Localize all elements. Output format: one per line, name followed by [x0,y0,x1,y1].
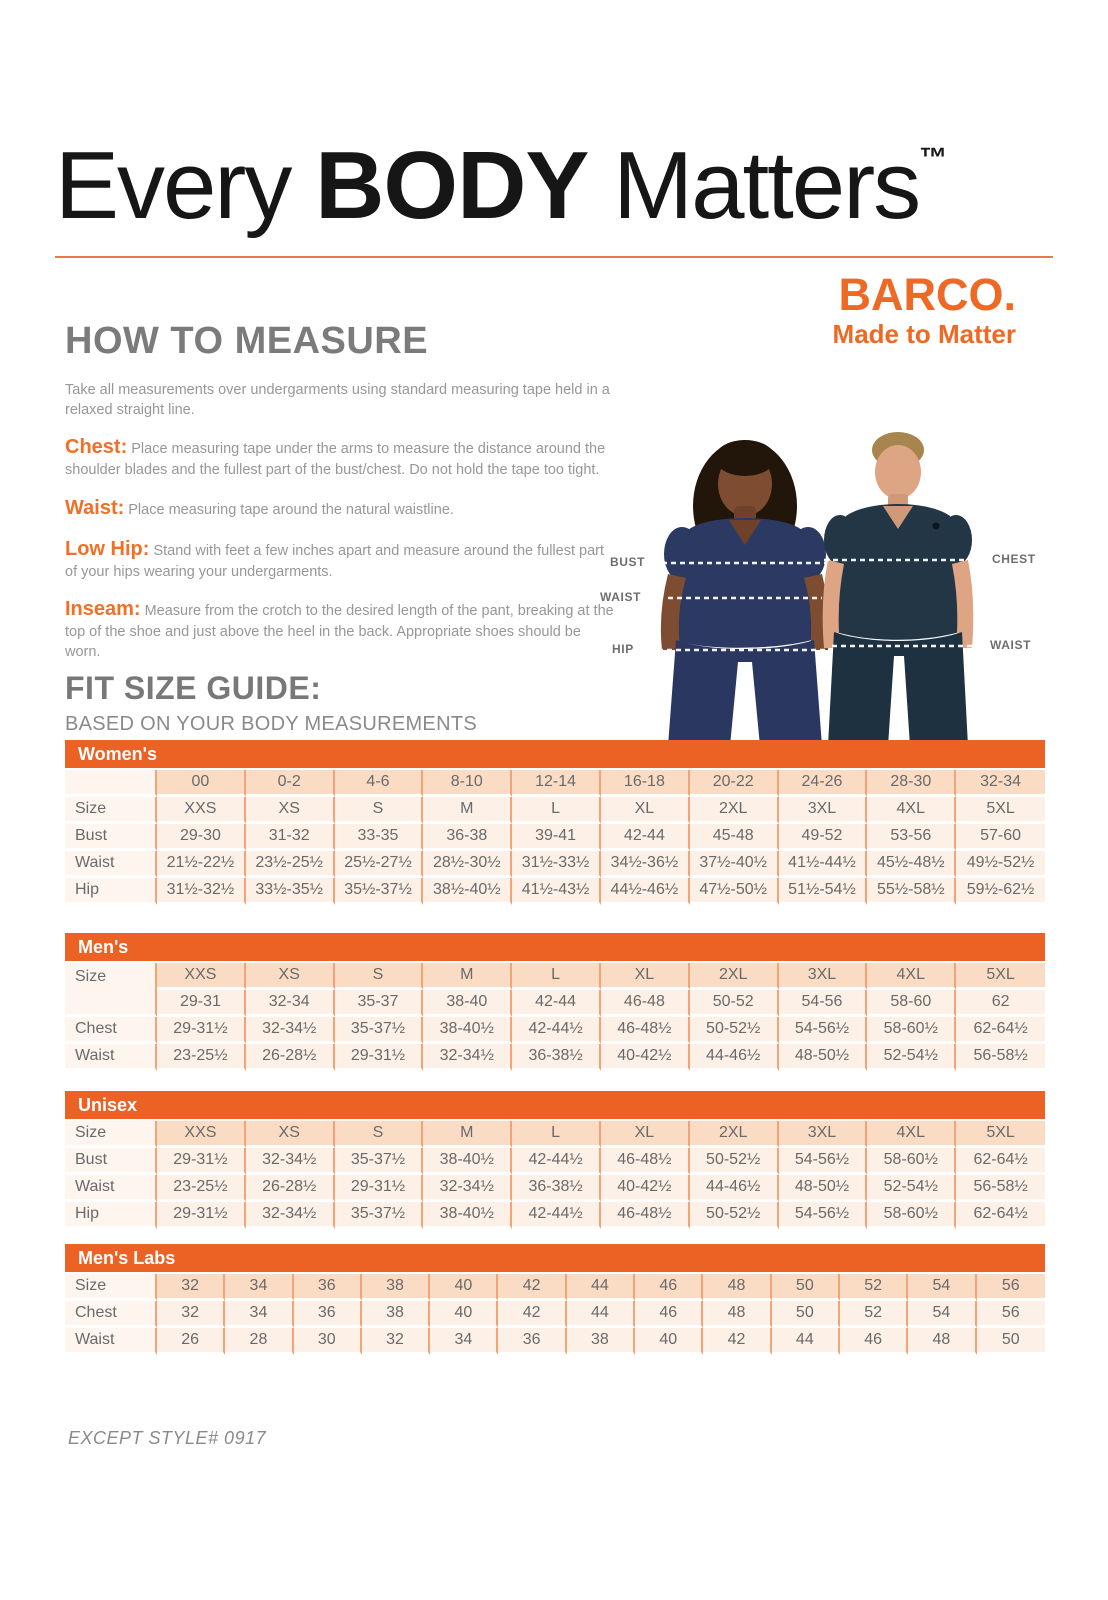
size-cell: L [512,1121,601,1148]
table-row [65,1202,1045,1229]
size-cell: S [335,1121,424,1148]
size-cell: 26-28½ [246,1175,335,1202]
size-cell: 00 [157,770,246,797]
size-cell: 54-56½ [779,1148,868,1175]
size-cell: 41½-43½ [512,878,601,905]
size-cell: 38-40 [423,990,512,1017]
table-row [65,797,1045,824]
row-label: Bust [65,824,157,851]
size-cell: 23½-25½ [246,851,335,878]
size-cell: M [423,963,512,990]
size-cell: 53-56 [867,824,956,851]
size-cell: 37½-40½ [690,851,779,878]
size-cell: 4XL [867,1121,956,1148]
table-row [65,1148,1045,1175]
measure-item-inseam-label: Inseam: [65,598,141,621]
size-cell: M [423,797,512,824]
size-cell: 38-40½ [423,1202,512,1229]
size-cell: XS [246,963,335,990]
size-cell: XXS [157,797,246,824]
size-cell: 42-44½ [512,1017,601,1044]
table-men-s [65,933,1045,1071]
size-cell: 28-30 [867,770,956,797]
size-cell: M [423,1121,512,1148]
fit-size-guide-heading: FIT SIZE GUIDE: [65,670,322,706]
size-cell: 34 [225,1301,293,1328]
size-cell: 52-54½ [867,1175,956,1202]
measure-item-lowhip-label: Low Hip: [65,537,150,560]
size-cell: 45½-48½ [867,851,956,878]
size-cell: 54 [908,1274,976,1301]
size-cell: 54-56½ [779,1202,868,1229]
size-cell: 48 [703,1274,771,1301]
size-cell: 16-18 [601,770,690,797]
size-cell: 35-37 [335,990,424,1017]
size-cell: 48 [703,1301,771,1328]
barco-logo: BARCO. [838,269,1016,320]
models-figure [598,398,1108,746]
table-row [65,1017,1045,1044]
row-label: Waist [65,851,157,878]
row-label: Chest [65,1017,157,1044]
table-title: Men's [65,933,1045,961]
table-row [65,1301,1045,1328]
size-cell: 46 [840,1328,908,1355]
size-cell: 31½-33½ [512,851,601,878]
row-label: Size [65,1121,157,1148]
size-cell: 44 [567,1301,635,1328]
size-cell: 56 [977,1301,1045,1328]
size-cell: 44 [567,1274,635,1301]
row-label: Bust [65,1148,157,1175]
size-cell: 40-42½ [601,1044,690,1071]
size-cell: 34 [430,1328,498,1355]
size-cell: 3XL [779,963,868,990]
measure-item-inseam-text: Measure from the crotch to the desired length of the pant, breaking at the top of the shoe and just above the heel in the back. Appropriate shoes should be worn. [65,603,614,660]
table-men-s-labs [65,1244,1045,1355]
size-cell: 28½-30½ [423,851,512,878]
page-title [55,132,1055,239]
size-cell: 32-34½ [246,1202,335,1229]
tables [65,740,1045,1355]
size-cell: 29-30 [157,824,246,851]
title-post: Matters [588,132,920,239]
footer-note: EXCEPT STYLE# 0917 [68,1428,267,1448]
size-cell: 26-28½ [246,1044,335,1071]
size-cell: 26 [157,1328,225,1355]
size-cell: L [512,797,601,824]
size-cell: XS [246,1121,335,1148]
man-model [823,432,974,746]
size-cell: 29-31½ [335,1044,424,1071]
size-cell: 38½-40½ [423,878,512,905]
size-cell: 29-31 [157,990,246,1017]
bust-label: BUST [610,555,646,569]
size-cell: 44-46½ [690,1175,779,1202]
waist-right-label: WAIST [990,638,1031,652]
size-cell: 62-64½ [956,1017,1045,1044]
size-cell: 12-14 [512,770,601,797]
size-cell: 38 [362,1301,430,1328]
how-to-measure-intro: Take all measurements over undergarments using standard measuring tape held in a relaxed straight line. [65,382,610,418]
size-cell: 32-34½ [423,1044,512,1071]
row-label: Hip [65,878,157,905]
size-cell: 55½-58½ [867,878,956,905]
size-cell: 54-56 [779,990,868,1017]
size-cell: 25½-27½ [335,851,424,878]
row-label: Chest [65,1301,157,1328]
size-cell: 50 [772,1301,840,1328]
size-cell: 46 [635,1301,703,1328]
size-cell: 3XL [779,797,868,824]
size-cell: 62-64½ [956,1148,1045,1175]
size-cell: 48-50½ [779,1044,868,1071]
size-cell: 54 [908,1301,976,1328]
table-row [65,1044,1045,1071]
table-title: Women's [65,740,1045,768]
measure-item-lowhip [65,536,617,583]
size-cell: 42-44 [512,990,601,1017]
size-cell: 38-40½ [423,1148,512,1175]
row-label: Waist [65,1044,157,1071]
size-cell: 50-52 [690,990,779,1017]
size-cell: 8-10 [423,770,512,797]
size-cell: 36 [294,1274,362,1301]
size-cell: 5XL [956,1121,1045,1148]
size-cell: 20-22 [690,770,779,797]
size-cell: 30 [294,1328,362,1355]
size-cell: 56-58½ [956,1044,1045,1071]
size-cell: 2XL [690,1121,779,1148]
size-cell: 48 [908,1328,976,1355]
size-cell: 5XL [956,963,1045,990]
size-cell: 32 [157,1301,225,1328]
size-cell: 58-60½ [867,1202,956,1229]
size-cell: 38 [362,1274,430,1301]
woman-model [661,440,829,746]
size-cell: 40-42½ [601,1175,690,1202]
size-cell: L [512,963,601,990]
brand-tagline: Made to Matter [832,319,1016,349]
size-cell: 21½-22½ [157,851,246,878]
size-cell: 48-50½ [779,1175,868,1202]
size-cell: 45-48 [690,824,779,851]
title-pre: Every [55,132,316,239]
size-cell: 35-37½ [335,1202,424,1229]
size-cell: 40 [635,1328,703,1355]
row-label [65,770,157,797]
table-row [65,1274,1045,1301]
size-cell: 36-38½ [512,1175,601,1202]
size-cell: 34 [225,1274,293,1301]
size-cell: 54-56½ [779,1017,868,1044]
size-cell: 29-31½ [157,1148,246,1175]
trademark-symbol: ™ [919,142,948,173]
table-title: Men's Labs [65,1244,1045,1272]
table-row [65,1175,1045,1202]
size-cell: 36 [294,1301,362,1328]
table-row [65,824,1045,851]
row-label: Waist [65,1328,157,1355]
size-cell: 56 [977,1274,1045,1301]
size-cell: 32 [362,1328,430,1355]
size-cell: 52-54½ [867,1044,956,1071]
size-cell: 59½-62½ [956,878,1045,905]
size-cell: 32-34½ [246,1148,335,1175]
size-cell: 35-37½ [335,1017,424,1044]
size-cell: XXS [157,963,246,990]
how-to-measure-heading: HOW TO MEASURE [65,320,429,362]
size-cell: 62 [956,990,1045,1017]
table-row [65,1328,1045,1355]
size-cell: 49-52 [779,824,868,851]
measure-item-chest-label: Chest: [65,436,128,459]
size-cell: 46-48½ [601,1202,690,1229]
title-bold: BODY [315,132,589,239]
size-cell: 50-52½ [690,1202,779,1229]
size-cell: 32 [157,1274,225,1301]
size-cell: 50-52½ [690,1017,779,1044]
size-cell: 36-38½ [512,1044,601,1071]
size-cell: 31-32 [246,824,335,851]
size-cell: 41½-44½ [779,851,868,878]
models-illustration [598,398,1108,746]
size-cell: 35½-37½ [335,878,424,905]
waist-left-label: WAIST [600,590,641,604]
size-cell: 46-48½ [601,1148,690,1175]
table-unisex [65,1091,1045,1229]
size-cell: XXS [157,1121,246,1148]
size-cell: 33½-35½ [246,878,335,905]
size-cell: 23-25½ [157,1044,246,1071]
size-cell: 39-41 [512,824,601,851]
size-cell: 24-26 [779,770,868,797]
size-cell: 42 [703,1328,771,1355]
size-cell: 38-40½ [423,1017,512,1044]
size-cell: 46 [635,1274,703,1301]
size-cell: 46-48½ [601,1017,690,1044]
size-cell: 44½-46½ [601,878,690,905]
size-cell: 62-64½ [956,1202,1045,1229]
fit-size-guide-subheading: BASED ON YOUR BODY MEASUREMENTS [65,713,477,735]
table-row [65,770,1045,797]
size-cell: 2XL [690,963,779,990]
size-cell: 31½-32½ [157,878,246,905]
row-label: Size [65,797,157,824]
measure-item-waist-text: Place measuring tape around the natural waistline. [128,501,454,518]
size-cell: 42 [498,1274,566,1301]
measure-item-chest [65,434,617,481]
fit-size-guide-header [65,670,477,736]
size-cell: 50 [977,1328,1045,1355]
size-cell: 40 [430,1274,498,1301]
size-cell: 34½-36½ [601,851,690,878]
size-cell: 28 [225,1328,293,1355]
size-cell: 58-60½ [867,1148,956,1175]
size-cell: 29-31½ [157,1202,246,1229]
size-cell: 42-44 [601,824,690,851]
size-cell: 50 [772,1274,840,1301]
size-cell: 29-31½ [157,1017,246,1044]
size-cell: 32-34½ [423,1175,512,1202]
size-cell: 58-60 [867,990,956,1017]
chest-label: CHEST [992,552,1036,566]
measure-item-chest-text: Place measuring tape under the arms to measure the distance around the shoulder blades and the fullest part of the bust/chest. Do not hold the tape too tight. [65,441,606,479]
size-cell: 4-6 [335,770,424,797]
size-cell: XS [246,797,335,824]
size-cell: XL [601,797,690,824]
size-cell: 42 [498,1301,566,1328]
size-cell: 35-37½ [335,1148,424,1175]
row-label: Size [65,963,157,1017]
table-women-s [65,740,1045,905]
size-cell: 49½-52½ [956,851,1045,878]
size-cell: 52 [840,1274,908,1301]
size-cell: XL [601,1121,690,1148]
table-title: Unisex [65,1091,1045,1119]
size-cell: 56-58½ [956,1175,1045,1202]
table-row [65,878,1045,905]
title-divider [55,256,1053,258]
measure-item-inseam [65,596,617,662]
measure-item-waist [65,495,617,522]
table-row [65,990,1045,1017]
size-cell: 0-2 [246,770,335,797]
brand-block [820,269,1016,350]
measure-item-lowhip-text: Stand with feet a few inches apart and measure around the fullest part of your hips wearing your undergarments. [65,542,605,580]
size-cell: 42-44½ [512,1202,601,1229]
table-row [65,1121,1045,1148]
size-cell: 44-46½ [690,1044,779,1071]
size-cell: XL [601,963,690,990]
size-cell: 44 [772,1328,840,1355]
size-cell: 36-38 [423,824,512,851]
size-cell: 38 [567,1328,635,1355]
measure-item-waist-label: Waist: [65,496,125,519]
size-cell: 32-34½ [246,1017,335,1044]
size-cell: 52 [840,1301,908,1328]
size-cell: 3XL [779,1121,868,1148]
size-cell: 50-52½ [690,1148,779,1175]
size-cell: 2XL [690,797,779,824]
size-cell: 46-48 [601,990,690,1017]
size-cell: 36 [498,1328,566,1355]
size-cell: 33-35 [335,824,424,851]
size-cell: 4XL [867,963,956,990]
size-cell: S [335,797,424,824]
size-cell: 58-60½ [867,1017,956,1044]
how-to-measure-section [65,320,617,676]
size-cell: 29-31½ [335,1175,424,1202]
row-label: Hip [65,1202,157,1229]
size-cell: 32-34 [956,770,1045,797]
size-cell: 5XL [956,797,1045,824]
size-cell: 57-60 [956,824,1045,851]
size-cell: 40 [430,1301,498,1328]
size-cell: S [335,963,424,990]
table-row [65,963,1045,990]
row-label: Waist [65,1175,157,1202]
row-label: Size [65,1274,157,1301]
size-cell: 47½-50½ [690,878,779,905]
hip-label: HIP [612,642,634,656]
size-cell: 32-34 [246,990,335,1017]
size-cell: 4XL [867,797,956,824]
size-cell: 42-44½ [512,1148,601,1175]
size-cell: 23-25½ [157,1175,246,1202]
table-row [65,851,1045,878]
size-cell: 51½-54½ [779,878,868,905]
